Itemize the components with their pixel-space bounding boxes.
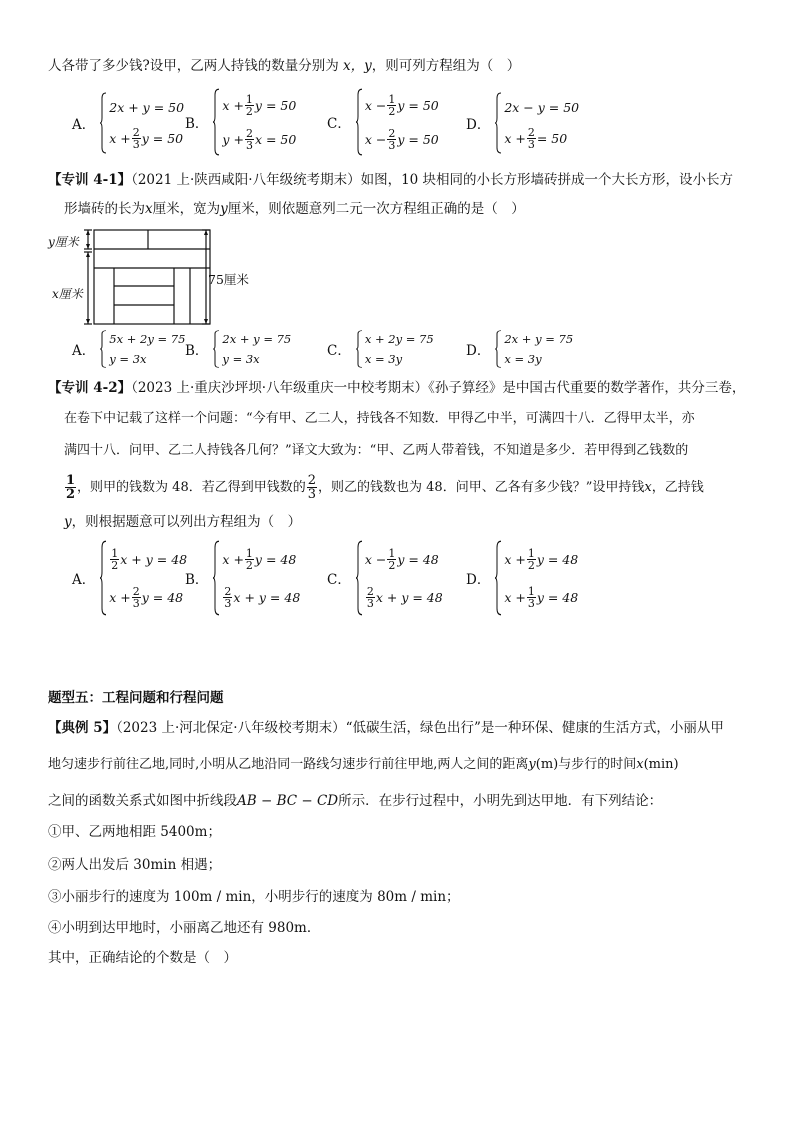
brace-icon bbox=[355, 330, 363, 368]
top-option-a[interactable]: A． 2x + y = 50 x + $\frac{2}{3}$ y = 50 bbox=[72, 92, 184, 154]
fraction-two-thirds: $\frac{2}{3}$ bbox=[307, 473, 317, 502]
q42-tag: 【专训 4-2】 bbox=[48, 380, 132, 396]
brace-icon bbox=[494, 540, 502, 616]
top-question-stem: 人各带了多少钱?设甲，乙两人持钱的数量分别为 x，y，则可列方程组为（ ） bbox=[48, 58, 521, 74]
q42-line1: 【专训 4-2】（2023 上·重庆沙坪坝·八年级重庆一中校考期末）《孙子算经》是中国古代重要的数学著作，共分三卷， bbox=[48, 380, 746, 396]
q42-line2: 在卷下中记载了这样一个问题：“今有甲、乙二人，持钱各不知数．甲得乙中半，可满四十八．乙得甲太半，亦 bbox=[64, 411, 695, 426]
brace-icon bbox=[355, 88, 363, 156]
section-title: 题型五：工程问题和行程问题 bbox=[48, 690, 224, 706]
ex5-line1: 【典例 5】（2023 上·河北保定·八年级校考期末）“低碳生活，绿色出行”是一种环保、健康的生活方式，小丽从甲 bbox=[48, 720, 724, 736]
ex5-ask: 其中，正确结论的个数是（ ） bbox=[48, 950, 237, 966]
q41-option-d[interactable]: D． 2x + y = 75 x = 3y bbox=[466, 332, 574, 366]
brace-icon bbox=[494, 92, 502, 154]
brace-icon bbox=[212, 330, 220, 368]
q42-option-d[interactable]: D． x + $\frac{1}{2}$ y = 48 x + $\frac{1}{3}$ y = 48 bbox=[466, 540, 578, 616]
q42-line5: y，则根据题意可以列出方程组为（ ） bbox=[64, 514, 302, 530]
top-option-c[interactable]: C． x − $\frac{1}{2}$ y = 50 x − $\frac{2}{3}$ y = 50 bbox=[327, 88, 439, 156]
q42-line4: $\frac{1}{2}$ ，则甲的钱数为 48．若乙得到甲钱数的 $\frac{2}{3}$ ，则乙的钱数也为 48．问甲、乙各有多少钱？”设甲持钱 x ，乙持钱 bbox=[66, 473, 704, 502]
q41-tag: 【专训 4-1】 bbox=[48, 172, 132, 188]
q41-option-c[interactable]: C． x + 2y = 75 x = 3y bbox=[327, 332, 434, 366]
q41-option-b[interactable]: B． 2x + y = 75 y = 3x bbox=[185, 332, 292, 366]
brace-icon bbox=[494, 330, 502, 368]
fig-label-y: y厘米 bbox=[48, 235, 79, 249]
ex5-line3: 之间的函数关系式如图中折线段AB − BC − CD所示．在步行过程中，小明先到达甲地．有下列结论： bbox=[48, 793, 663, 809]
q41-line2: 形墙砖的长为x厘米，宽为y厘米，则依题意列二元一次方程组正确的是（ ） bbox=[64, 201, 525, 217]
q42-option-b[interactable]: B． x + $\frac{1}{2}$ y = 48 $\frac{2}{3}$ x + y = 48 bbox=[185, 540, 300, 616]
fraction-half: $\frac{1}{2}$ bbox=[66, 473, 76, 502]
conclusion-3: ③小丽步行的速度为 100m / min，小明步行的速度为 80m / min； bbox=[48, 889, 460, 905]
ex5-tag: 【典例 5】 bbox=[48, 720, 117, 736]
brace-icon bbox=[99, 330, 107, 368]
fig-label-75: 75厘米 bbox=[208, 272, 249, 287]
outer-rectangle bbox=[94, 230, 210, 324]
brace-icon bbox=[99, 540, 107, 616]
brace-icon bbox=[212, 540, 220, 616]
var-xy: x，y bbox=[343, 58, 372, 74]
conclusion-1: ①甲、乙两地相距 5400m； bbox=[48, 824, 221, 840]
top-option-d[interactable]: D． 2x − y = 50 x + $\frac{2}{3}$ = 50 bbox=[466, 92, 579, 154]
brace-icon bbox=[212, 88, 220, 156]
q42-option-c[interactable]: C． x − $\frac{1}{2}$ y = 48 $\frac{2}{3}$ x + y = 48 bbox=[327, 540, 443, 616]
q41-option-a[interactable]: A． 5x + 2y = 75 y = 3x bbox=[72, 332, 186, 366]
conclusion-2: ②两人出发后 30min 相遇； bbox=[48, 857, 222, 873]
q42-option-a[interactable]: A． $\frac{1}{2}$ x + y = 48 x + $\frac{2}{3}$ y = 48 bbox=[72, 540, 187, 616]
ex5-line2: 地匀速步行前往乙地,同时,小明从乙地沿同一路线匀速步行前往甲地,两人之间的距离y(m)与步行的时间x(min) bbox=[48, 757, 679, 772]
fig-label-x: x厘米 bbox=[52, 287, 83, 301]
conclusion-4: ④小明到达甲地时，小丽离乙地还有 980m． bbox=[48, 920, 321, 936]
q41-line1: 【专训 4-1】（2021 上·陕西咸阳·八年级统考期末）如图，10 块相同的小长方形墙砖拼成一个大长方形，设小长方 bbox=[48, 172, 734, 188]
brace-icon bbox=[355, 540, 363, 616]
brace-icon bbox=[99, 92, 107, 154]
q42-line3: 满四十八．问甲、乙二人持钱各几何？”译文大致为：“甲、乙两人带着钱，不知道是多少．若甲得到乙钱数的 bbox=[64, 443, 689, 458]
top-option-b[interactable]: B． x + $\frac{1}{2}$ y = 50 y + $\frac{2}{3}$ x = 50 bbox=[185, 88, 296, 156]
